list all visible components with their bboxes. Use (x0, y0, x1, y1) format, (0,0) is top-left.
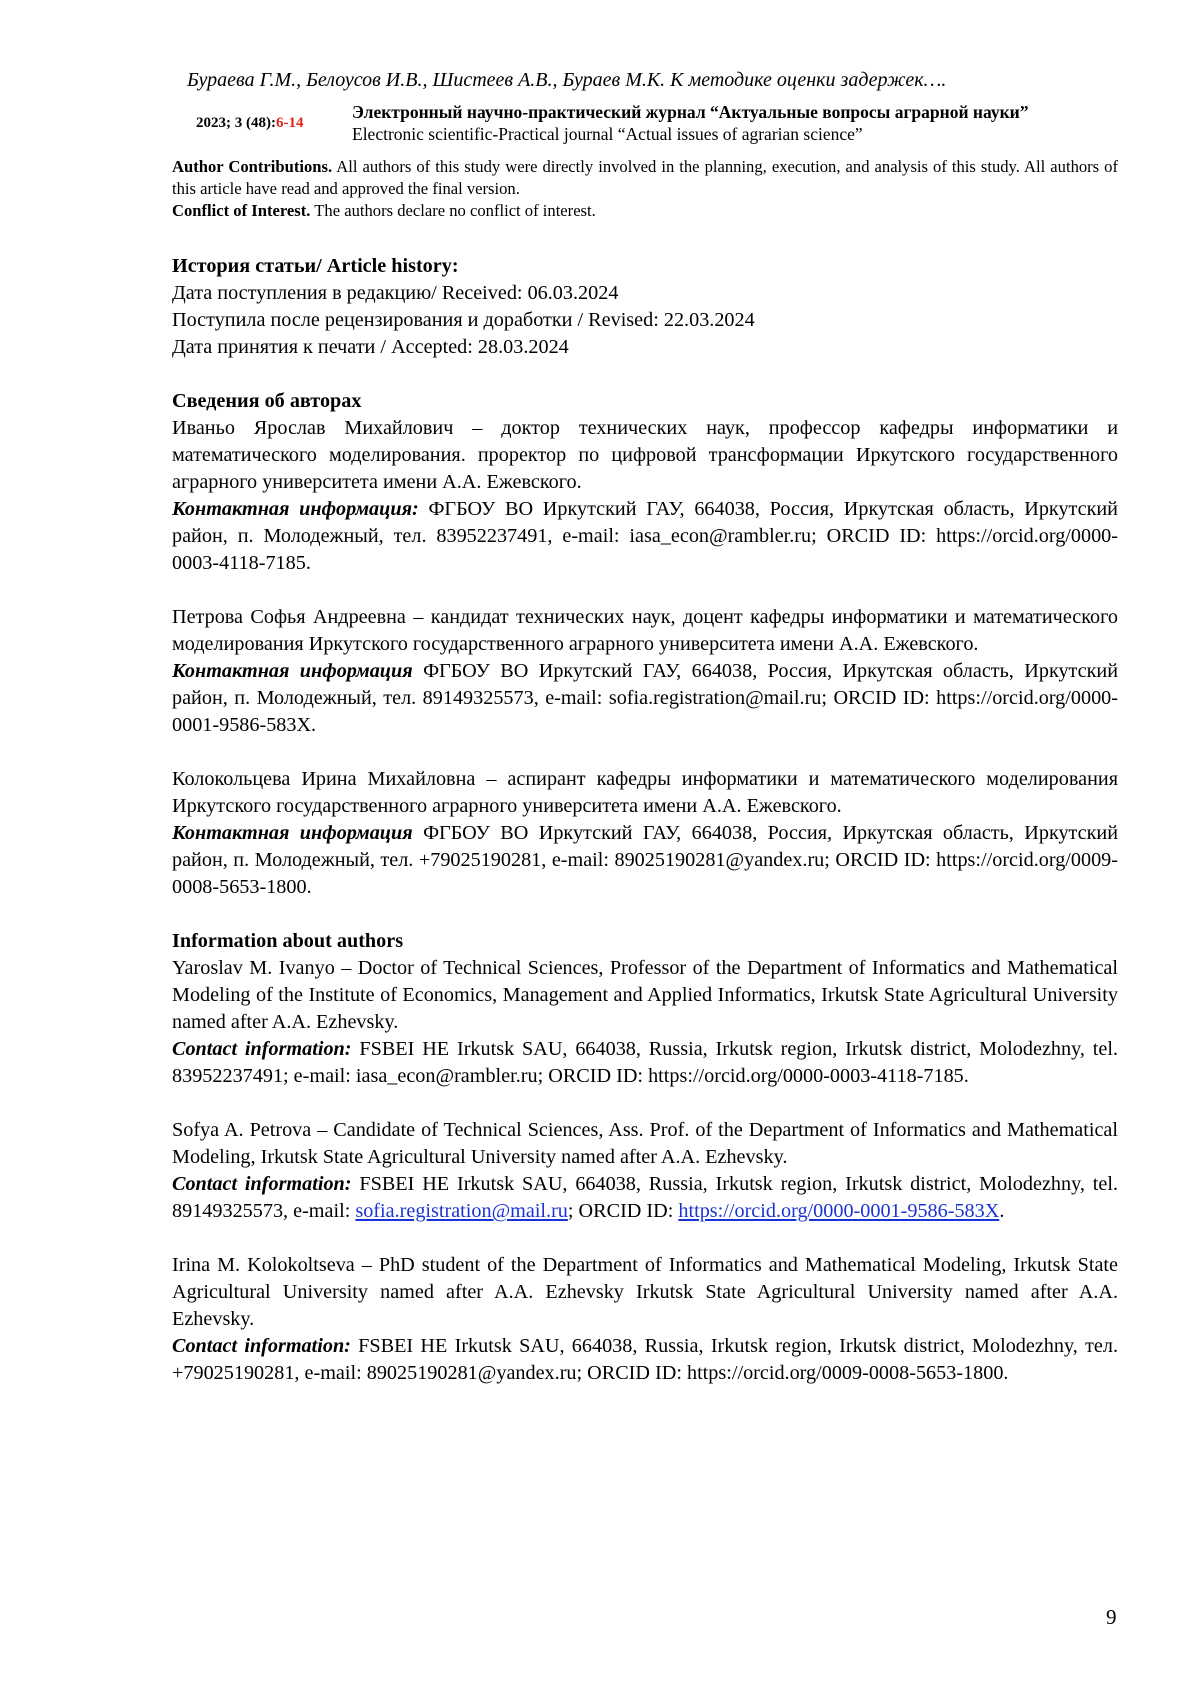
revised-date: Поступила после рецензирования и доработки / Revised: 22.03.2024 (172, 309, 755, 331)
issue-number: 2023; 3 (48): (196, 115, 276, 131)
contact-text: FSBEI HE Irkutsk SAU, 664038, Russia, Irkutsk region, Irkutsk district, Molodezhny, tel. 83952237491; e-mail: iasa_econ@rambler.ru; ORCID ID: https://orcid.org/0000-0003-4118-7185. (172, 1038, 1119, 1087)
contact-text: FSBEI HE Irkutsk SAU, 664038, Russia, Irkutsk region, Irkutsk district, Molodezhny, tel. 89149325573, e-mail: (172, 1173, 1119, 1222)
author-bio: Yaroslav M. Ivanyo – Doctor of Technical Sciences, Professor of the Department of Informatics and Mathematical Modeling of the Institute of Economics, Management and Applied Informatics, Irkutsk State Agricultural University named after A.A. Ezhevsky. (172, 957, 1118, 1033)
author-en-1 (172, 928, 1118, 1090)
author-contact (172, 1036, 1118, 1090)
conflict-label: Conflict of Interest. (172, 201, 311, 220)
contact-text: ; ORCID ID: (567, 1200, 679, 1222)
author-bio: Колокольцева Ирина Михайловна – аспирант кафедры информатики и математического моделирования Иркутского государственного аграрного университета имени А.А. Ежевского. (172, 768, 1118, 817)
issue-pages: 6-14 (275, 115, 304, 131)
authors-ru-title: Сведения об авторах (172, 390, 362, 412)
article-history (172, 253, 1118, 361)
contact-text: ФГБОУ ВО Иркутский ГАУ, 664038, Россия, Иркутская область, Иркутский район, п. Молодежный, тел. +79025190281, e-mail: 89025190281@yandex.ru; ORCID ID: https://orcid.org/0009-0008-5653-1800. (172, 822, 1119, 898)
author-bio: Irina M. Kolokoltseva – PhD student of the Department of Informatics and Mathematical Modeling, Irkutsk State Agricultural University named after A.A. Ezhevsky Irkutsk State Agricultural University named after A.A. Ezhevsky. (172, 1254, 1118, 1330)
issue-info (196, 114, 303, 132)
author-ru-2 (172, 604, 1118, 739)
author-ru-1 (172, 388, 1118, 577)
author-ru-3 (172, 766, 1118, 901)
contact-text: ФГБОУ ВО Иркутский ГАУ, 664038, Россия, Иркутская область, Иркутский район, п. Молодежный, тел. 89149325573, e-mail: sofia.registration@mail.ru; ORCID ID: https://orcid.org/0000-0001-9586-583X. (172, 660, 1119, 736)
author-en-3 (172, 1252, 1118, 1387)
contact-label: Contact information: (172, 1038, 352, 1060)
contact-label: Contact information: (172, 1335, 351, 1357)
journal-title-en: Electronic scientific-Practical journal “Actual issues of agrarian science” (352, 124, 863, 144)
contact-label: Контактная информация: (172, 498, 419, 520)
article-history-title: История статьи/ Article history: (172, 255, 459, 277)
author-contributions-text: All authors of this study were directly involved in the planning, execution, and analysis of this study. All authors of this article have read and approved the final version. (172, 157, 1119, 198)
author-bio: Петрова Софья Андреевна – кандидат технических наук, доцент кафедры информатики и математического моделирования Иркутского государственного аграрного университета имени А.А. Ежевского. (172, 606, 1118, 655)
author-bio: Иваньо Ярослав Михайлович – доктор технических наук, профессор кафедры информатики и математического моделирования. проректор по цифровой трансформации Иркутского государственного аграрного университета имени А.А. Ежевского. (172, 417, 1118, 493)
contact-text: ФГБОУ ВО Иркутский ГАУ, 664038, Россия, Иркутская область, Иркутский район, п. Молодежный, тел. 83952237491, e-mail: iasa_econ@rambler.ru; ORCID ID: https://orcid.org/0000-0003-4118-7185. (172, 498, 1118, 574)
contact-label: Контактная информация (172, 822, 413, 844)
journal-title (352, 101, 1132, 145)
author-en-2 (172, 1117, 1118, 1225)
orcid-link[interactable]: https://orcid.org/0000-0001-9586-583X (678, 1200, 1000, 1222)
contact-label: Контактная информация (172, 660, 413, 682)
author-contact (172, 820, 1118, 901)
conflict-of-interest (172, 200, 1118, 222)
author-contributions-label: Author Contributions. (172, 157, 333, 176)
conflict-text: The authors declare no conflict of interest. (310, 201, 596, 220)
author-bio: Sofya A. Petrova – Candidate of Technical Sciences, Ass. Prof. of the Department of Informatics and Mathematical Modeling, Irkutsk State Agricultural University named after A.A. Ezhevsky. (172, 1119, 1118, 1168)
running-head: Бураева Г.М., Белоусов И.В., Шистеев А.В., Бураев М.К. К методике оценки задержек…. (187, 69, 947, 91)
author-contact (172, 1333, 1118, 1387)
page-number: 9 (1106, 1605, 1117, 1629)
contact-text: FSBEI HE Irkutsk SAU, 664038, Russia, Irkutsk region, Irkutsk district, Molodezhny, тел. +79025190281, e-mail: 89025190281@yandex.ru; ORCID ID: https://orcid.org/0009-0008-5653-1800. (172, 1335, 1118, 1384)
author-contributions (172, 156, 1118, 200)
contributions-section (172, 156, 1118, 222)
contact-text: . (999, 1200, 1005, 1222)
author-contact (172, 658, 1118, 739)
contact-label: Contact information: (172, 1173, 352, 1195)
received-date: Дата поступления в редакцию/ Received: 06.03.2024 (172, 282, 619, 304)
email-link[interactable]: sofia.registration@mail.ru (355, 1200, 568, 1222)
accepted-date: Дата принятия к печати / Accepted: 28.03.2024 (172, 336, 569, 358)
journal-title-ru: Электронный научно-практический журнал “Актуальные вопросы аграрной науки” (352, 102, 1029, 122)
authors-en-title: Information about authors (172, 930, 404, 952)
author-contact (172, 1171, 1118, 1225)
main-content (172, 253, 1118, 1414)
author-contact (172, 496, 1118, 577)
